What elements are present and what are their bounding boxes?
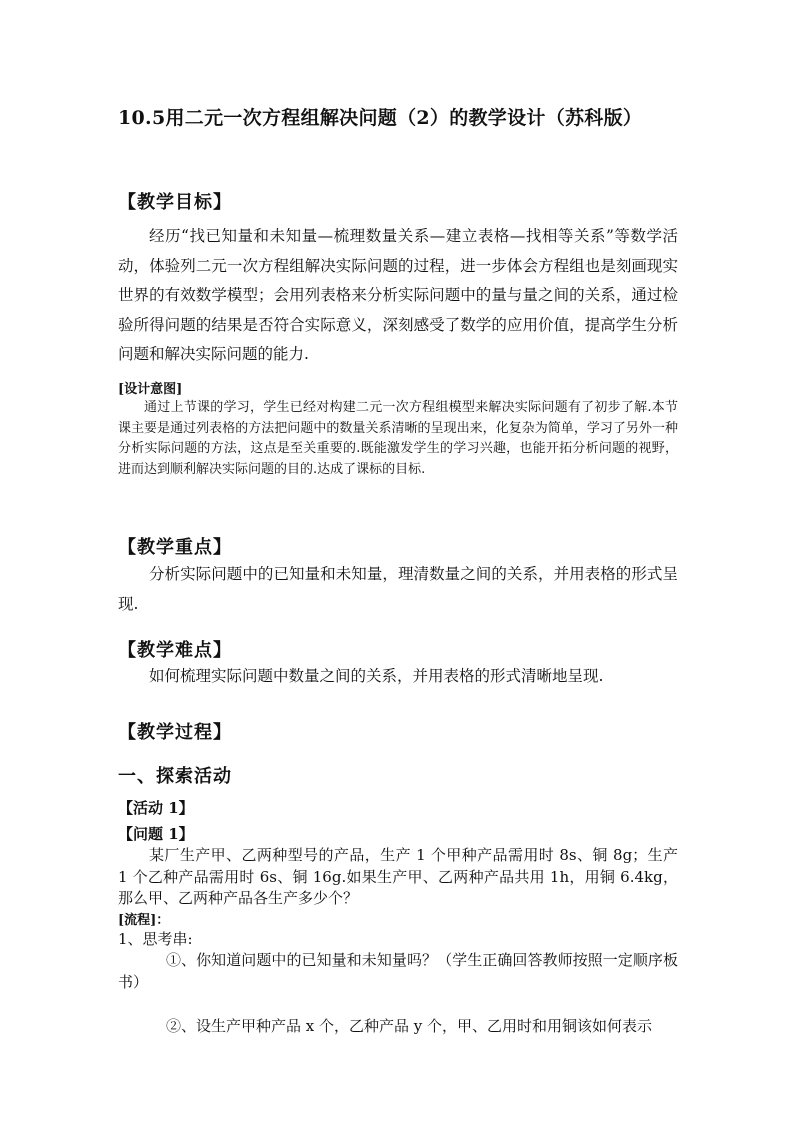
key-points-heading: 【教学重点】	[118, 537, 232, 558]
problem-text: 某厂生产甲、乙两种型号的产品，生产 1 个甲种产品需用时 8s、铜 8g；生产 1 个乙种产品需用时 6s、铜 16g.如果生产甲、乙两种产品共用 1h，用铜 6.4kg，那么甲、乙两种产品各生产多少个？	[118, 846, 678, 907]
page-title: 10.5用二元一次方程组解决问题（2）的教学设计（苏科版）	[118, 107, 643, 129]
flow-label: [流程]：	[118, 913, 170, 928]
difficulties-heading: 【教学难点】	[118, 640, 232, 661]
goals-heading: 【教学目标】	[118, 192, 232, 213]
step-1-label: 1、思考串:	[118, 930, 193, 948]
section-explore-heading: 一、探索活动	[118, 766, 232, 787]
design-intent-label: [设计意图]	[118, 382, 183, 397]
difficulties-text: 如何梳理实际问题中数量之间的关系，并用表格的形式清晰地呈现.	[149, 667, 604, 685]
design-intent-text: 通过上节课的学习，学生已经对构建二元一次方程组模型来解决实际问题有了初步了解.本节课主要是通过列表格的方法把问题中的数量关系清晰的呈现出来，化复杂为简单，学习了另外一种分析实际问题的方法，这点是至关重要的.既能激发学生的学习兴趣，也能开拓分析问题的视野，进而达到顺利解决实际问题的目的.达成了课标的目标.	[118, 400, 678, 477]
thinking-question-1: ①、你知道问题中的已知量和未知量吗？（学生正确回答教师按照一定顺序板书）	[118, 951, 678, 991]
process-heading: 【教学过程】	[118, 722, 232, 743]
key-points-text: 分析实际问题中的已知量和未知量，理清数量之间的关系，并用表格的形式呈现.	[118, 565, 678, 613]
question-1-label: 【问题 1】	[118, 825, 194, 843]
goals-text: 经历“找已知量和未知量—梳理数量关系—建立表格—找相等关系”等数学活动，体验列二元一次方程组解决实际问题的过程，进一步体会方程组也是刻画现实世界的有效数学模型；会用列表格来分析实际问题中的量与量之间的关系，通过检验所得问题的结果是否符合实际意义，深刻感受了数学的应用价值，提高学生分析问题和解决实际问题的能力.	[118, 227, 678, 363]
activity-1-label: 【活动 1】	[118, 799, 194, 817]
thinking-question-2: ②、设生产甲种产品 x 个，乙种产品 y 个，甲、乙用时和用铜该如何表示	[166, 1017, 653, 1035]
